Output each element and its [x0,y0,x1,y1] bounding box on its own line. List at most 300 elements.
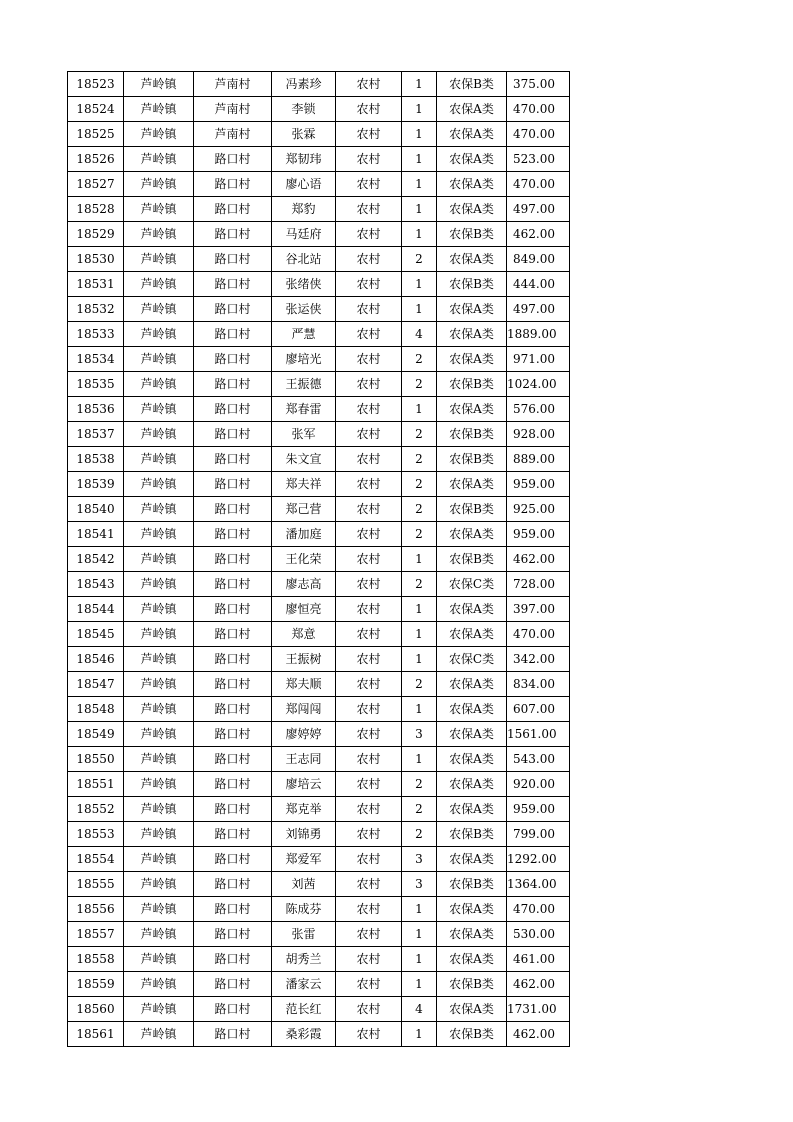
cell-record-id: 18538 [68,447,124,472]
cell-record-id: 18523 [68,72,124,97]
table-row [68,322,570,347]
cell-household-count: 3 [402,872,437,897]
cell-amount: 397.00 [507,597,570,622]
cell-insurance-category: 农保C类 [437,572,507,597]
cell-amount: 607.00 [507,697,570,722]
table-row [68,247,570,272]
cell-insurance-category: 农保A类 [437,897,507,922]
cell-village: 路口村 [194,847,272,872]
cell-person-name: 郑韧玮 [272,147,336,172]
cell-household-count: 1 [402,597,437,622]
cell-insurance-category: 农保A类 [437,472,507,497]
cell-person-name: 郑意 [272,622,336,647]
cell-person-name: 郑豹 [272,197,336,222]
cell-town: 芦岭镇 [124,222,194,247]
cell-household-count: 1 [402,947,437,972]
cell-town: 芦岭镇 [124,197,194,222]
table-row [68,122,570,147]
cell-person-name: 王振德 [272,372,336,397]
cell-amount: 497.00 [507,197,570,222]
cell-area-type: 农村 [336,347,402,372]
cell-town: 芦岭镇 [124,872,194,897]
cell-area-type: 农村 [336,197,402,222]
cell-village: 路口村 [194,772,272,797]
cell-household-count: 1 [402,197,437,222]
table-row [68,372,570,397]
cell-household-count: 1 [402,1022,437,1047]
cell-household-count: 3 [402,722,437,747]
cell-town: 芦岭镇 [124,622,194,647]
cell-area-type: 农村 [336,997,402,1022]
cell-person-name: 郑爱军 [272,847,336,872]
cell-insurance-category: 农保A类 [437,697,507,722]
cell-household-count: 1 [402,172,437,197]
cell-household-count: 1 [402,747,437,772]
cell-record-id: 18531 [68,272,124,297]
cell-person-name: 王志同 [272,747,336,772]
cell-household-count: 1 [402,397,437,422]
cell-town: 芦岭镇 [124,997,194,1022]
cell-area-type: 农村 [336,472,402,497]
cell-amount: 889.00 [507,447,570,472]
cell-insurance-category: 农保A类 [437,397,507,422]
cell-area-type: 农村 [336,522,402,547]
cell-household-count: 2 [402,372,437,397]
cell-person-name: 刘锦勇 [272,822,336,847]
cell-person-name: 张霖 [272,122,336,147]
cell-record-id: 18557 [68,922,124,947]
table-row [68,622,570,647]
cell-town: 芦岭镇 [124,697,194,722]
cell-amount: 928.00 [507,422,570,447]
table-row [68,922,570,947]
cell-household-count: 1 [402,97,437,122]
cell-record-id: 18546 [68,647,124,672]
cell-household-count: 4 [402,322,437,347]
cell-town: 芦岭镇 [124,747,194,772]
cell-town: 芦岭镇 [124,397,194,422]
cell-area-type: 农村 [336,497,402,522]
cell-person-name: 郑己营 [272,497,336,522]
cell-village: 路口村 [194,797,272,822]
table-row [68,947,570,972]
cell-town: 芦岭镇 [124,172,194,197]
cell-amount: 959.00 [507,472,570,497]
cell-insurance-category: 农保B类 [437,372,507,397]
table-row [68,847,570,872]
cell-amount: 834.00 [507,672,570,697]
cell-amount: 849.00 [507,247,570,272]
cell-person-name: 王化荣 [272,547,336,572]
cell-record-id: 18547 [68,672,124,697]
cell-area-type: 农村 [336,322,402,347]
cell-amount: 444.00 [507,272,570,297]
cell-area-type: 农村 [336,972,402,997]
table-row [68,472,570,497]
cell-area-type: 农村 [336,247,402,272]
cell-person-name: 廖培云 [272,772,336,797]
cell-amount: 497.00 [507,297,570,322]
cell-town: 芦岭镇 [124,722,194,747]
table-row [68,797,570,822]
cell-area-type: 农村 [336,297,402,322]
cell-household-count: 1 [402,697,437,722]
cell-record-id: 18524 [68,97,124,122]
cell-town: 芦岭镇 [124,947,194,972]
cell-record-id: 18558 [68,947,124,972]
cell-person-name: 冯素珍 [272,72,336,97]
cell-person-name: 廖培光 [272,347,336,372]
cell-person-name: 范长红 [272,997,336,1022]
cell-insurance-category: 农保A类 [437,97,507,122]
cell-insurance-category: 农保B类 [437,547,507,572]
cell-village: 路口村 [194,422,272,447]
cell-town: 芦岭镇 [124,97,194,122]
table-row [68,897,570,922]
cell-area-type: 农村 [336,622,402,647]
cell-person-name: 马廷府 [272,222,336,247]
cell-insurance-category: 农保C类 [437,647,507,672]
cell-area-type: 农村 [336,597,402,622]
cell-village: 路口村 [194,722,272,747]
cell-person-name: 廖婷婷 [272,722,336,747]
cell-household-count: 2 [402,572,437,597]
cell-area-type: 农村 [336,847,402,872]
cell-person-name: 胡秀兰 [272,947,336,972]
table-row [68,172,570,197]
cell-village: 路口村 [194,272,272,297]
cell-record-id: 18556 [68,897,124,922]
cell-area-type: 农村 [336,97,402,122]
cell-record-id: 18529 [68,222,124,247]
cell-area-type: 农村 [336,797,402,822]
cell-insurance-category: 农保B类 [437,497,507,522]
table-row [68,72,570,97]
cell-amount: 1731.00 [507,997,570,1022]
cell-person-name: 张绪侠 [272,272,336,297]
cell-record-id: 18553 [68,822,124,847]
cell-insurance-category: 农保A类 [437,722,507,747]
records-table [67,71,570,1047]
cell-insurance-category: 农保A类 [437,922,507,947]
cell-village: 芦南村 [194,97,272,122]
cell-household-count: 2 [402,472,437,497]
cell-person-name: 郑克举 [272,797,336,822]
cell-household-count: 2 [402,672,437,697]
cell-area-type: 农村 [336,447,402,472]
cell-person-name: 廖恒亮 [272,597,336,622]
cell-insurance-category: 农保A类 [437,522,507,547]
cell-person-name: 郑闯闯 [272,697,336,722]
cell-insurance-category: 农保A类 [437,672,507,697]
cell-household-count: 2 [402,497,437,522]
cell-town: 芦岭镇 [124,797,194,822]
cell-village: 路口村 [194,222,272,247]
cell-insurance-category: 农保B类 [437,72,507,97]
cell-area-type: 农村 [336,747,402,772]
cell-amount: 342.00 [507,647,570,672]
cell-town: 芦岭镇 [124,272,194,297]
cell-area-type: 农村 [336,922,402,947]
cell-area-type: 农村 [336,272,402,297]
cell-insurance-category: 农保A类 [437,797,507,822]
cell-town: 芦岭镇 [124,572,194,597]
cell-insurance-category: 农保A类 [437,322,507,347]
cell-record-id: 18544 [68,597,124,622]
cell-town: 芦岭镇 [124,72,194,97]
cell-insurance-category: 农保A类 [437,947,507,972]
cell-town: 芦岭镇 [124,547,194,572]
cell-area-type: 农村 [336,647,402,672]
cell-person-name: 朱文宣 [272,447,336,472]
table-row [68,1022,570,1047]
cell-village: 路口村 [194,697,272,722]
cell-record-id: 18545 [68,622,124,647]
cell-record-id: 18560 [68,997,124,1022]
cell-insurance-category: 农保B类 [437,422,507,447]
cell-amount: 470.00 [507,172,570,197]
cell-town: 芦岭镇 [124,922,194,947]
cell-insurance-category: 农保A类 [437,772,507,797]
cell-village: 路口村 [194,322,272,347]
cell-village: 路口村 [194,397,272,422]
cell-village: 路口村 [194,997,272,1022]
cell-household-count: 1 [402,897,437,922]
cell-record-id: 18539 [68,472,124,497]
cell-amount: 1561.00 [507,722,570,747]
cell-area-type: 农村 [336,1022,402,1047]
cell-town: 芦岭镇 [124,322,194,347]
cell-amount: 462.00 [507,972,570,997]
cell-record-id: 18536 [68,397,124,422]
cell-record-id: 18526 [68,147,124,172]
cell-person-name: 郑春雷 [272,397,336,422]
cell-household-count: 1 [402,922,437,947]
cell-record-id: 18543 [68,572,124,597]
table-row [68,222,570,247]
cell-amount: 959.00 [507,522,570,547]
cell-area-type: 农村 [336,822,402,847]
cell-insurance-category: 农保A类 [437,122,507,147]
records-table-body [68,72,570,1047]
cell-amount: 1889.00 [507,322,570,347]
cell-insurance-category: 农保A类 [437,747,507,772]
cell-record-id: 18534 [68,347,124,372]
cell-insurance-category: 农保B类 [437,822,507,847]
cell-village: 路口村 [194,922,272,947]
cell-amount: 470.00 [507,897,570,922]
cell-amount: 576.00 [507,397,570,422]
cell-household-count: 2 [402,797,437,822]
cell-area-type: 农村 [336,122,402,147]
cell-village: 路口村 [194,497,272,522]
table-row [68,347,570,372]
cell-amount: 799.00 [507,822,570,847]
cell-town: 芦岭镇 [124,247,194,272]
cell-household-count: 1 [402,272,437,297]
cell-record-id: 18525 [68,122,124,147]
cell-village: 路口村 [194,172,272,197]
cell-village: 路口村 [194,672,272,697]
cell-person-name: 潘加庭 [272,522,336,547]
table-row [68,822,570,847]
table-row [68,572,570,597]
cell-area-type: 农村 [336,697,402,722]
cell-village: 路口村 [194,347,272,372]
cell-household-count: 1 [402,122,437,147]
cell-amount: 375.00 [507,72,570,97]
cell-village: 路口村 [194,472,272,497]
cell-person-name: 郑夫顺 [272,672,336,697]
cell-record-id: 18550 [68,747,124,772]
cell-area-type: 农村 [336,372,402,397]
cell-amount: 462.00 [507,1022,570,1047]
cell-insurance-category: 农保A类 [437,197,507,222]
cell-record-id: 18541 [68,522,124,547]
table-row [68,547,570,572]
cell-household-count: 1 [402,972,437,997]
cell-household-count: 2 [402,522,437,547]
cell-town: 芦岭镇 [124,147,194,172]
cell-area-type: 农村 [336,72,402,97]
cell-household-count: 2 [402,247,437,272]
cell-town: 芦岭镇 [124,822,194,847]
cell-village: 路口村 [194,647,272,672]
cell-area-type: 农村 [336,397,402,422]
cell-town: 芦岭镇 [124,972,194,997]
cell-person-name: 严慧 [272,322,336,347]
cell-record-id: 18552 [68,797,124,822]
cell-record-id: 18533 [68,322,124,347]
cell-record-id: 18555 [68,872,124,897]
cell-village: 路口村 [194,147,272,172]
cell-area-type: 农村 [336,572,402,597]
cell-area-type: 农村 [336,147,402,172]
cell-amount: 470.00 [507,622,570,647]
cell-area-type: 农村 [336,722,402,747]
cell-amount: 470.00 [507,97,570,122]
cell-town: 芦岭镇 [124,847,194,872]
cell-village: 路口村 [194,522,272,547]
cell-insurance-category: 农保B类 [437,972,507,997]
cell-household-count: 2 [402,822,437,847]
cell-record-id: 18542 [68,547,124,572]
cell-amount: 920.00 [507,772,570,797]
cell-town: 芦岭镇 [124,647,194,672]
cell-record-id: 18535 [68,372,124,397]
cell-town: 芦岭镇 [124,522,194,547]
cell-person-name: 张雷 [272,922,336,947]
cell-insurance-category: 农保A类 [437,347,507,372]
cell-person-name: 桑彩霞 [272,1022,336,1047]
cell-record-id: 18554 [68,847,124,872]
cell-town: 芦岭镇 [124,122,194,147]
cell-amount: 523.00 [507,147,570,172]
cell-insurance-category: 农保B类 [437,222,507,247]
cell-record-id: 18540 [68,497,124,522]
cell-town: 芦岭镇 [124,422,194,447]
cell-amount: 1024.00 [507,372,570,397]
cell-area-type: 农村 [336,672,402,697]
cell-person-name: 刘茜 [272,872,336,897]
cell-town: 芦岭镇 [124,372,194,397]
cell-household-count: 1 [402,297,437,322]
cell-household-count: 1 [402,647,437,672]
cell-insurance-category: 农保A类 [437,597,507,622]
cell-village: 路口村 [194,622,272,647]
cell-insurance-category: 农保B类 [437,872,507,897]
cell-town: 芦岭镇 [124,597,194,622]
cell-record-id: 18527 [68,172,124,197]
table-row [68,197,570,222]
cell-village: 路口村 [194,297,272,322]
cell-record-id: 18532 [68,297,124,322]
cell-insurance-category: 农保A类 [437,172,507,197]
table-row [68,697,570,722]
cell-village: 路口村 [194,572,272,597]
cell-town: 芦岭镇 [124,772,194,797]
cell-village: 路口村 [194,597,272,622]
cell-insurance-category: 农保A类 [437,297,507,322]
table-row [68,447,570,472]
cell-village: 路口村 [194,897,272,922]
cell-household-count: 1 [402,622,437,647]
cell-person-name: 廖志高 [272,572,336,597]
cell-town: 芦岭镇 [124,1022,194,1047]
cell-person-name: 王振树 [272,647,336,672]
cell-household-count: 2 [402,422,437,447]
cell-area-type: 农村 [336,547,402,572]
cell-area-type: 农村 [336,872,402,897]
cell-area-type: 农村 [336,772,402,797]
cell-household-count: 1 [402,72,437,97]
cell-household-count: 4 [402,997,437,1022]
cell-person-name: 张运侠 [272,297,336,322]
cell-town: 芦岭镇 [124,297,194,322]
cell-person-name: 潘家云 [272,972,336,997]
cell-household-count: 3 [402,847,437,872]
table-row [68,297,570,322]
table-row [68,672,570,697]
cell-area-type: 农村 [336,172,402,197]
cell-insurance-category: 农保A类 [437,147,507,172]
table-row [68,522,570,547]
cell-village: 路口村 [194,247,272,272]
table-row [68,97,570,122]
cell-town: 芦岭镇 [124,447,194,472]
cell-record-id: 18559 [68,972,124,997]
cell-village: 路口村 [194,547,272,572]
cell-insurance-category: 农保A类 [437,847,507,872]
cell-amount: 728.00 [507,572,570,597]
cell-record-id: 18537 [68,422,124,447]
table-row [68,997,570,1022]
cell-record-id: 18528 [68,197,124,222]
cell-village: 路口村 [194,947,272,972]
table-row [68,397,570,422]
cell-household-count: 1 [402,222,437,247]
cell-amount: 461.00 [507,947,570,972]
cell-household-count: 2 [402,447,437,472]
cell-village: 路口村 [194,1022,272,1047]
cell-insurance-category: 农保B类 [437,272,507,297]
cell-insurance-category: 农保B类 [437,1022,507,1047]
cell-village: 路口村 [194,972,272,997]
cell-amount: 462.00 [507,547,570,572]
cell-insurance-category: 农保A类 [437,622,507,647]
cell-village: 路口村 [194,747,272,772]
cell-amount: 470.00 [507,122,570,147]
